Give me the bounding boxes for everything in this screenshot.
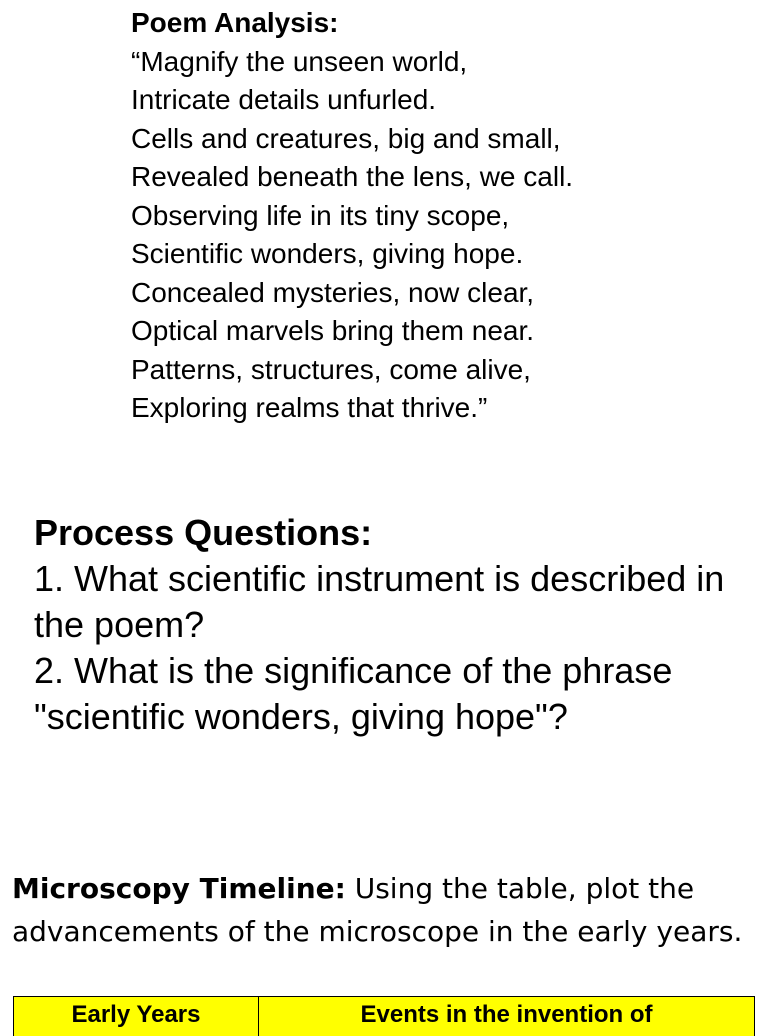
process-questions-section bbox=[34, 510, 754, 740]
table-header-early-years: Early Years bbox=[14, 997, 259, 1036]
poem-line: Intricate details unfurled. bbox=[131, 81, 751, 120]
poem-line: Exploring realms that thrive.” bbox=[131, 389, 751, 428]
poem-line: Scientific wonders, giving hope. bbox=[131, 235, 751, 274]
poem-line: Cells and creatures, big and small, bbox=[131, 120, 751, 159]
microscopy-timeline-paragraph bbox=[12, 867, 757, 953]
poem-line: Revealed beneath the lens, we call. bbox=[131, 158, 751, 197]
poem-line: Observing life in its tiny scope, bbox=[131, 197, 751, 236]
table-header-row bbox=[14, 997, 755, 1036]
timeline-label: Microscopy Timeline: bbox=[12, 872, 346, 905]
process-questions-heading: Process Questions: bbox=[34, 510, 754, 556]
question-item: 1. What scientific instrument is described in the poem? bbox=[34, 556, 754, 648]
poem-line: “Magnify the unseen world, bbox=[131, 43, 751, 82]
question-item: 2. What is the significance of the phrase "scientific wonders, giving hope"? bbox=[34, 648, 754, 740]
poem-analysis-heading: Poem Analysis: bbox=[131, 4, 751, 43]
poem-line: Optical marvels bring them near. bbox=[131, 312, 751, 351]
poem-line: Concealed mysteries, now clear, bbox=[131, 274, 751, 313]
poem-analysis-section bbox=[131, 4, 751, 428]
timeline-instruction: Using the table, plot the advancements of the microscope in the early years. bbox=[12, 872, 742, 948]
poem-line: Patterns, structures, come alive, bbox=[131, 351, 751, 390]
timeline-table bbox=[13, 996, 755, 1036]
table-header-events: Events in the invention of bbox=[259, 997, 755, 1036]
